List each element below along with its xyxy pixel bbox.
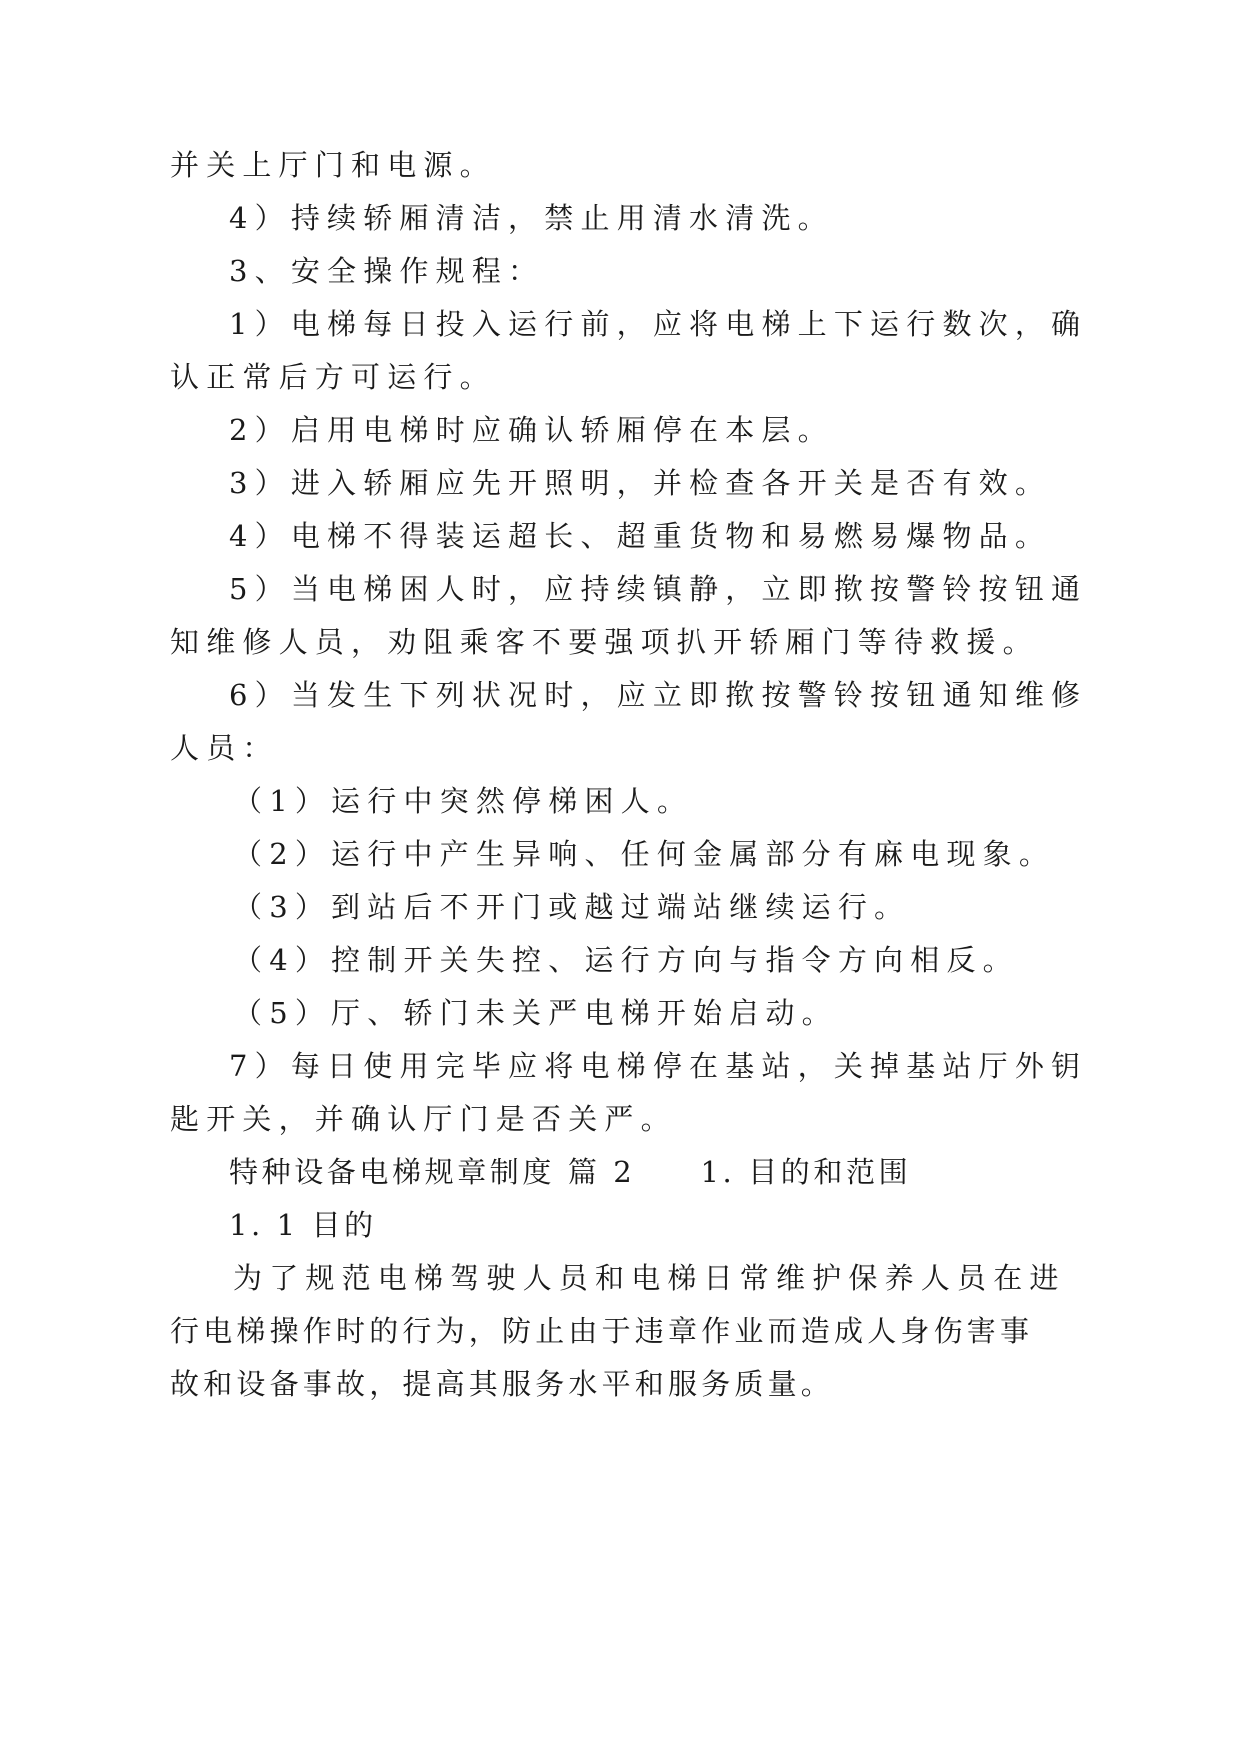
text-line: 为了规范电梯驾驶人员和电梯日常维护保养人员在进	[233, 1261, 1066, 1295]
list-item: （5）厅、轿门未关严电梯开始启动。	[233, 996, 838, 1030]
article-heading: 特种设备电梯规章制度 篇 2 1. 目的和范围	[229, 1155, 912, 1189]
text-line: 行电梯操作时的行为，防止由于违章作业而造成人身伤害事	[170, 1314, 1034, 1348]
text-line: 知维修人员，劝阻乘客不要强项扒开轿厢门等待救援。	[170, 625, 1039, 659]
text-line: 3）进入轿厢应先开照明，并检查各开关是否有效。	[229, 466, 1052, 500]
subsection-heading: 1. 1 目的	[229, 1208, 377, 1242]
text-line: 6）当发生下列状况时，应立即揿按警铃按钮通知维修	[229, 678, 1088, 712]
text-line: 匙开关，并确认厅门是否关严。	[170, 1102, 677, 1136]
section-heading: 3、安全操作规程：	[229, 254, 545, 288]
text-line: 认正常后方可运行。	[170, 360, 496, 394]
text-line: 2）启用电梯时应确认轿厢停在本层。	[229, 413, 834, 447]
text-line: 4）持续轿厢清洁，禁止用清水清洗。	[229, 201, 834, 235]
text-line: 1）电梯每日投入运行前，应将电梯上下运行数次，确	[229, 307, 1088, 341]
list-item: （2）运行中产生异响、任何金属部分有麻电现象。	[233, 837, 1056, 871]
text-line: 7）每日使用完毕应将电梯停在基站，关掉基站厅外钥	[229, 1049, 1088, 1083]
list-item: （3）到站后不开门或越过端站继续运行。	[233, 890, 911, 924]
text-line: 4）电梯不得装运超长、超重货物和易燃易爆物品。	[229, 519, 1052, 553]
text-line: 5）当电梯困人时，应持续镇静，立即揿按警铃按钮通	[229, 572, 1088, 606]
text-line: 人员：	[170, 731, 279, 765]
text-line: 并关上厅门和电源。	[170, 148, 496, 182]
list-item: （4）控制开关失控、运行方向与指令方向相反。	[233, 943, 1019, 977]
list-item: （1）运行中突然停梯困人。	[233, 784, 694, 818]
text-line: 故和设备事故，提高其服务水平和服务质量。	[170, 1367, 835, 1401]
